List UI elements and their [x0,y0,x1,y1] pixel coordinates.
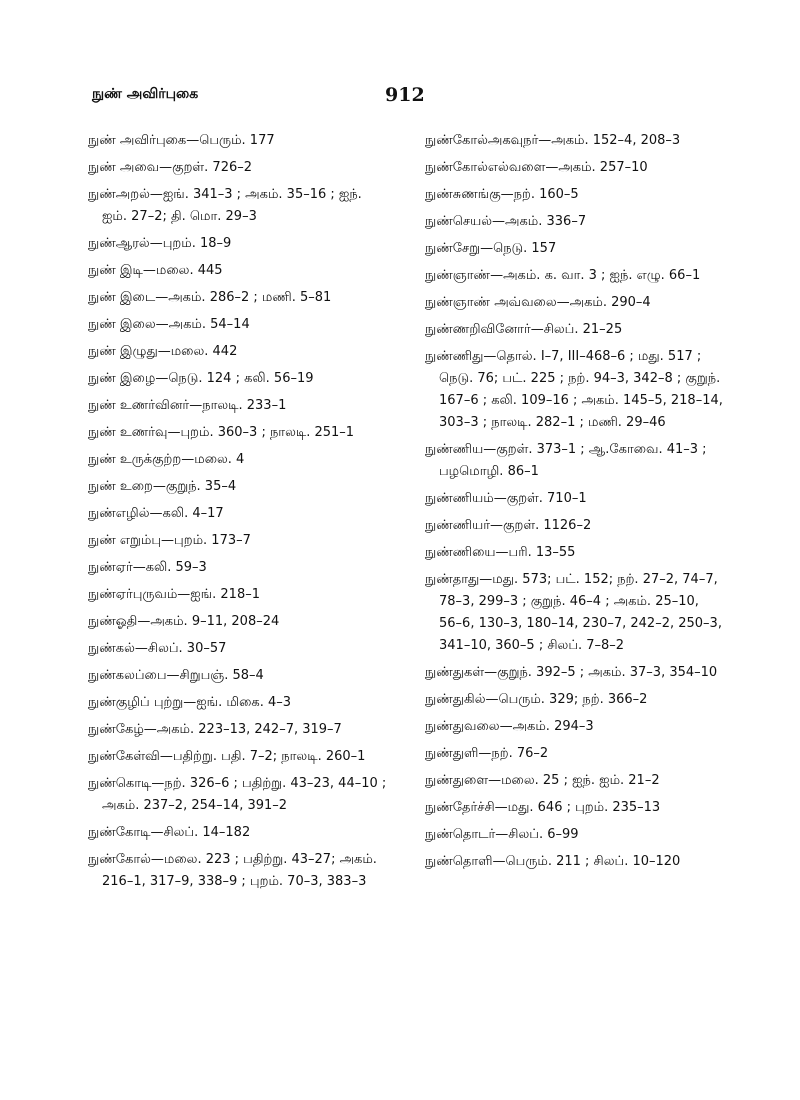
index-entry: நுண்ணிய—குறள். 373–1 ; ஆ.கோவை. 41–3 ; பழமொழி. 86–1 [425,442,707,479]
index-entry: நுண்துளி—நற். 76–2 [425,746,549,761]
index-entry: நுண் இழுது—மலை. 442 [88,344,238,359]
index-entry: நுண் உறை—குறுந். 35–4 [88,479,237,494]
index-entry: நுண்கொடி—நற். 326–6 ; பதிற்று. 43–23, 44–10 ; அகம். 237–2, 254–14, 391–2 [88,776,387,813]
index-entry: நுண்தேர்ச்சி—மது. 646 ; புறம். 235–13 [425,800,661,815]
index-entry: நுண்எழில்—கலி. 4–17 [88,506,224,521]
index-entry: நுண்கோல்அகவுநர்—அகம். 152–4, 208–3 [425,133,681,148]
index-entry: நுண்ஏர்புருவம்—ஐங். 218–1 [88,587,260,602]
index-entry: நுண் இடி—மலை. 445 [88,263,223,278]
index-entry: நுண்கோல்—மலை. 223 ; பதிற்று. 43–27; அகம். 216–1, 317–9, 338–9 ; புறம். 70–3, 383–3 [88,852,377,889]
index-entry: நுண்துளை—மலை. 25 ; ஐந். ஐம். 21–2 [425,773,660,788]
index-entry: நுண் உணர்வினர்—நாலடி. 233–1 [88,398,287,413]
index-entry: நுண்கல்—சிலப். 30–57 [88,641,227,656]
index-entry: நுண்ணிது—தொல். I–7, III–468–6 ; மது. 517 ; நெடு. 76; பட். 225 ; நற். 94–3, 342–8 ; குறுந். 167–6 ; கலி. 109–16 ; அகம். 145–5, 218–14, 303–3 ; நாலடி. 282–1 ; மணி. 29–46 [425,349,723,430]
index-entry: நுண்கேள்வி—பதிற்று. பதி. 7–2; நாலடி. 260–1 [88,749,366,764]
index-entry: நுண்தொடர்—சிலப். 6–99 [425,827,579,842]
index-entry: நுண் அவை—குறள். 726–2 [88,160,253,175]
index-entry: நுண் எறும்பு—புறம். 173–7 [88,533,251,548]
index-entry: நுண்ஓதி—அகம். 9–11, 208–24 [88,614,280,629]
index-entry: நுண் அவிர்புகை—பெரும். 177 [88,133,275,148]
index-entry: நுண்ஏர்—கலி. 59–3 [88,560,207,575]
index-entry: நுண்ணியம்—குறள். 710–1 [425,491,587,506]
index-entry: நுண்ஞாண்—அகம். க. வா. 3 ; ஐந். எழு. 66–1 [425,268,701,283]
index-entry: நுண்அறல்—ஐங். 341–3 ; அகம். 35–16 ; ஐந். ஐம். 27–2; தி. மொ. 29–3 [88,187,362,224]
index-entry: நுண்ணியை—பரி. 13–55 [425,545,576,560]
index-entry: நுண்தொளி—பெரும். 211 ; சிலப். 10–120 [425,854,681,869]
index-entry: நுண்கோல்எல்வளை—அகம். 257–10 [425,160,648,175]
index-entry: நுண் இலை—அகம். 54–14 [88,317,250,332]
index-column-left [88,130,388,898]
index-entry: நுண்ஞாண் அவ்வலை—அகம். 290–4 [425,295,651,310]
index-entry: நுண்சுணங்கு—நற். 160–5 [425,187,579,202]
index-entry: நுண்ஆரல்—புறம். 18–9 [88,236,232,251]
index-entry: நுண்துவலை—அகம். 294–3 [425,719,594,734]
index-entry: நுண்கேழ்—அகம். 223–13, 242–7, 319–7 [88,722,342,737]
index-entry: நுண்கலப்பை—சிறுபஞ். 58–4 [88,668,264,683]
index-entry: நுண்துகில்—பெரும். 329; நற். 366–2 [425,692,648,707]
index-entry: நுண்குழிப் புற்று—ஐங். மிகை. 4–3 [88,695,292,710]
index-entry: நுண் இழை—நெடு. 124 ; கலி. 56–19 [88,371,314,386]
index-entry: நுண்கோடி—சிலப். 14–182 [88,825,251,840]
index-entry: நுண்ணறிவினோர்—சிலப். 21–25 [425,322,623,337]
index-entry: நுண் உருக்குற்ற—மலை. 4 [88,452,245,467]
index-entry: நுண்துகள்—குறுந். 392–5 ; அகம். 37–3, 354–10 [425,665,718,680]
page-number: 912 [385,84,425,106]
running-head: நுண் அவிர்புகை [92,86,199,102]
index-entry: நுண்ணியர்—குறள். 1126–2 [425,518,592,533]
index-entry: நுண்சேறு—நெடு. 157 [425,241,557,256]
index-entry: நுண் இடை—அகம். 286–2 ; மணி. 5–81 [88,290,332,305]
index-column-right [425,130,725,878]
index-entry: நுண் உணர்வு—புறம். 360–3 ; நாலடி. 251–1 [88,425,355,440]
index-entry: நுண்தாது—மது. 573; பட். 152; நற். 27–2, 74–7, 78–3, 299–3 ; குறுந். 46–4 ; அகம். 25–10, 56–6, 130–3, 180–14, 230–7, 242–2, 250–3, 341–10, 360–5 ; சிலப். 7–8–2 [425,572,722,653]
index-entry: நுண்செயல்—அகம். 336–7 [425,214,587,229]
